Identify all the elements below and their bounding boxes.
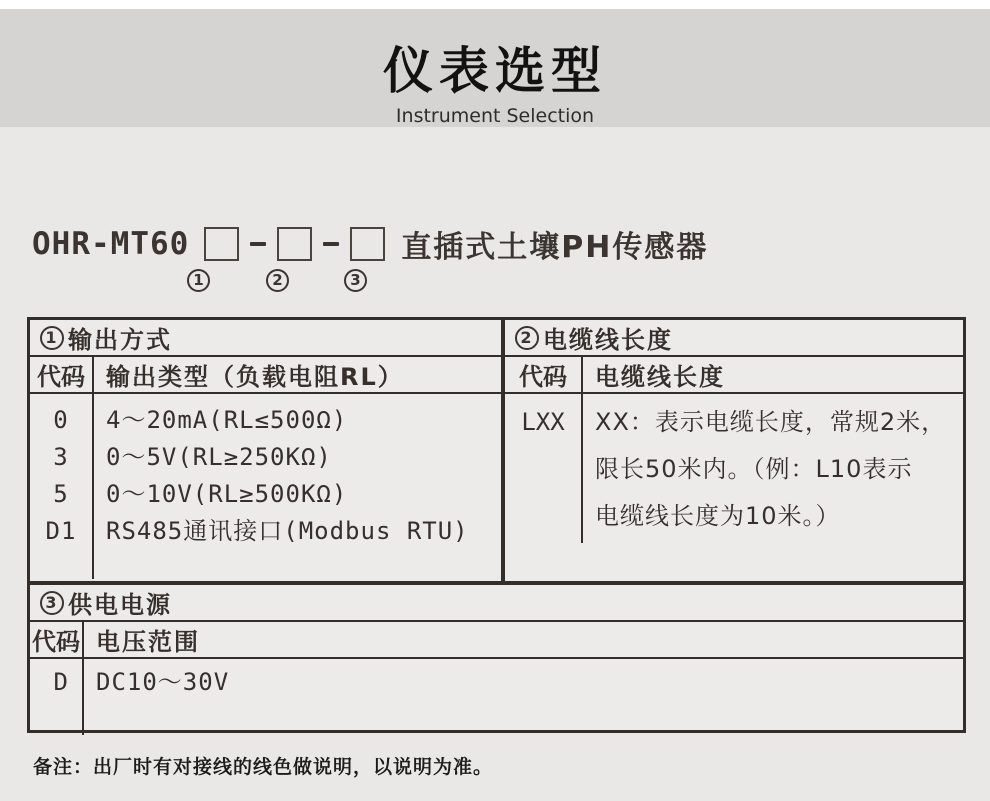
cable-length-line: 电缆线长度为10米。） (595, 502, 841, 530)
dash-separator (250, 242, 266, 246)
circled-number-2-icon: 2 (266, 269, 289, 292)
model-description: 直插式土壤PH传感器 (401, 230, 709, 265)
top-white-strip (0, 0, 990, 9)
model-option-box-3 (350, 227, 385, 261)
power-supply-header (30, 585, 963, 622)
circled-number-2-icon: 2 (515, 326, 539, 350)
description-column (94, 394, 501, 579)
output-type-value: 0～10V(RL≥500KΩ) (106, 480, 348, 508)
circled-number-1-icon: 1 (187, 269, 210, 292)
column-header-code: 代码 (505, 357, 583, 392)
code-column (30, 394, 94, 579)
code-value: D1 (45, 517, 77, 545)
section-title: 电缆线长度 (543, 326, 673, 354)
column-header-code: 代码 (30, 622, 84, 657)
description-column (583, 394, 963, 543)
column-header-cable-length: 电缆线长度 (595, 363, 725, 391)
code-column (30, 659, 84, 735)
code-value: 0 (53, 406, 69, 434)
cable-length-line: XX：表示电缆长度，常规2米， (595, 408, 947, 436)
description-column (84, 659, 963, 735)
output-type-value: 4～20mA(RL≤500Ω) (106, 406, 348, 434)
circled-number-3-icon: 3 (344, 269, 367, 292)
circled-number-1-icon: 1 (40, 326, 64, 350)
model-code-diagram (32, 225, 990, 305)
model-option-box-2 (277, 227, 312, 261)
cable-length-line: 限长50米内。（例：L10表示 (595, 455, 913, 483)
model-prefix: OHR-MT60 (32, 226, 190, 262)
column-header-code: 代码 (30, 357, 94, 392)
model-option-box-1 (204, 227, 239, 261)
code-value: 3 (53, 443, 69, 471)
dash-separator (323, 242, 339, 246)
title-band (0, 9, 990, 127)
position-markers (32, 269, 990, 295)
code-value: LXX (521, 408, 565, 436)
selection-table (27, 317, 966, 733)
output-mode-section (30, 320, 505, 581)
power-supply-section (30, 581, 963, 735)
circled-number-3-icon: 3 (40, 591, 64, 615)
output-type-value: 0～5V(RL≥250KΩ) (106, 443, 332, 471)
section-title: 输出方式 (68, 326, 172, 354)
footer-note: 备注：出厂时有对接线的线色做说明，以说明为准。 (33, 756, 494, 778)
cable-length-section (505, 320, 963, 581)
voltage-range-value: DC10～30V (96, 668, 230, 696)
page-subtitle: Instrument Selection (395, 105, 595, 127)
code-value: D (53, 668, 68, 696)
column-header-voltage-range: 电压范围 (96, 628, 200, 656)
cable-length-header (505, 320, 963, 357)
output-mode-header (30, 320, 501, 357)
page-title: 仪表选型 (383, 42, 607, 100)
column-header-output-type: 输出类型（负载电阻RL） (106, 363, 404, 391)
output-type-value: RS485通讯接口(Modbus RTU) (106, 517, 469, 545)
code-value: 5 (53, 480, 69, 508)
section-title: 供电电源 (68, 591, 172, 619)
code-column (505, 394, 583, 543)
